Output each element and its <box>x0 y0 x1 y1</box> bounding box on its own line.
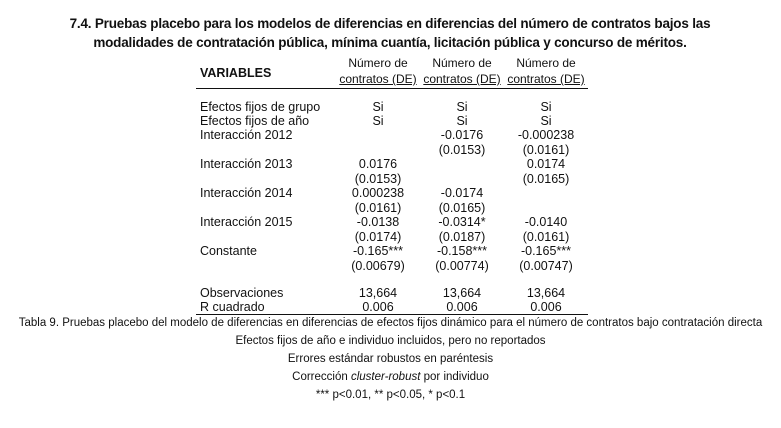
table-cell-se: (0.0165) <box>522 172 570 186</box>
table-cell-se: (0.00679) <box>351 259 405 273</box>
row-label: Interacción 2012 <box>200 128 293 142</box>
table-cell-se: (0.0161) <box>522 230 570 244</box>
table-cell: -0.165*** <box>352 244 404 258</box>
column-header-line1: Número de <box>432 56 492 70</box>
table-cell: 13,664 <box>442 286 482 300</box>
table-cell: -0.0174 <box>440 186 484 200</box>
note-cluster-correction <box>0 368 781 386</box>
table-title: 7.4. Pruebas placebo para los modelos de diferencias en diferencias del número de contratos bajos las modalidades de contratación pública, mínima cuantía, licitación pública y concurso de méritos. <box>69 16 711 50</box>
row-label: Interacción 2015 <box>200 215 293 229</box>
table-cell-se: (0.0187) <box>438 230 486 244</box>
variables-header: VARIABLES <box>200 66 272 80</box>
table-cell: -0.165*** <box>520 244 572 258</box>
table-cell: -0.0140 <box>524 215 568 229</box>
table-cell-se: (0.0161) <box>522 143 570 157</box>
column-header-line1: Número de <box>516 56 576 70</box>
table-cell: 13,664 <box>526 286 566 300</box>
note-prefix: Corrección <box>292 371 351 383</box>
table-cell: 0.0176 <box>358 157 398 171</box>
row-label: Observaciones <box>200 286 284 300</box>
table-cell: Si <box>540 100 552 114</box>
table-cell: -0.000238 <box>517 128 575 142</box>
table-cell: Si <box>540 114 552 128</box>
table-cell-se: (0.00747) <box>519 259 573 273</box>
note-italic-term: cluster-robust <box>350 371 421 383</box>
table-cell: Si <box>456 100 468 114</box>
row-label: R cuadrado <box>200 300 265 314</box>
table-cell: Si <box>456 114 468 128</box>
table-cell: 0.006 <box>446 300 478 314</box>
table-cell-se: (0.0165) <box>438 201 486 215</box>
table-cell: 0.006 <box>530 300 562 314</box>
table-cell-se: (0.0153) <box>438 143 486 157</box>
table-caption: Tabla 9. Pruebas placebo del modelo de diferencias en diferencias de efectos fijos dinámico para el número de contratos bajo contratación directa <box>18 317 763 329</box>
table-cell: -0.0138 <box>356 215 400 229</box>
table-cell: 0.000238 <box>351 186 405 200</box>
row-label: Efectos fijos de año <box>200 114 310 128</box>
column-header-line2: contratos (DE) <box>507 72 585 86</box>
table-cell: 13,664 <box>358 286 398 300</box>
table-cell: -0.0314* <box>438 215 486 229</box>
table-cell: 0.0174 <box>526 157 566 171</box>
note-robust-errors: Errores estándar robustos en paréntesis <box>287 353 494 365</box>
header-rule <box>196 88 588 89</box>
table-cell-se: (0.0161) <box>354 201 402 215</box>
column-header-line2: contratos (DE) <box>423 72 501 86</box>
note-significance: *** p<0.01, ** p<0.05, * p<0.1 <box>315 389 466 401</box>
row-label: Efectos fijos de grupo <box>200 100 321 114</box>
table-cell-se: (0.0174) <box>354 230 402 244</box>
row-label: Interacción 2014 <box>200 186 293 200</box>
table-cell: Si <box>372 114 384 128</box>
note-fixed-effects: Efectos fijos de año e individuo incluidos, pero no reportados <box>235 335 546 347</box>
table-cell: Si <box>372 100 384 114</box>
column-header-line1: Número de <box>348 56 408 70</box>
table-cell: -0.0176 <box>440 128 484 142</box>
table-cell-se: (0.0153) <box>354 172 402 186</box>
row-label: Constante <box>200 244 257 258</box>
table-notes <box>0 314 781 404</box>
column-header-2 <box>423 55 501 87</box>
table-cell: -0.158*** <box>436 244 488 258</box>
column-header-1 <box>339 55 417 87</box>
table-cell-se: (0.00774) <box>435 259 489 273</box>
table-cell: 0.006 <box>362 300 394 314</box>
column-header-3 <box>507 55 585 87</box>
row-label: Interacción 2013 <box>200 157 293 171</box>
note-suffix: por individuo <box>420 371 489 383</box>
column-header-line2: contratos (DE) <box>339 72 417 86</box>
